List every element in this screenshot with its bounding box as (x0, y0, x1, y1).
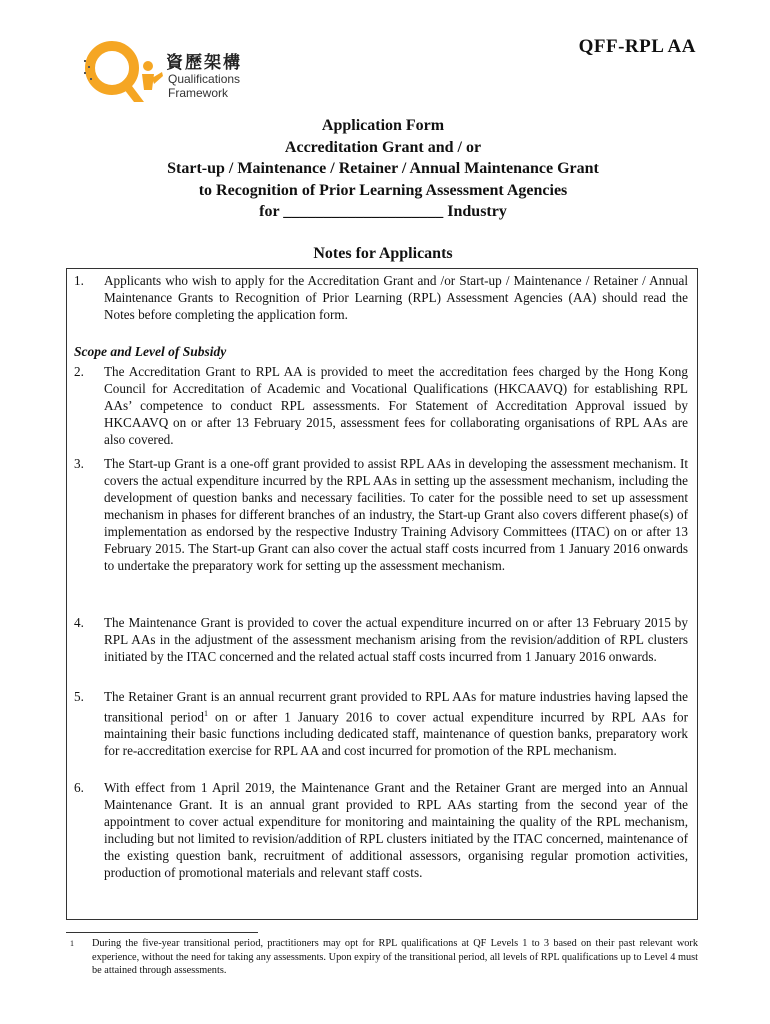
note-item (74, 363, 688, 448)
note-item (74, 779, 688, 881)
note-number: 4. (74, 615, 84, 630)
note-text: Applicants who wish to apply for the Accreditation Grant and /or Start-up / Maintenance / Retainer / Annual Maintenance Grants to Recognition of Prior Learning (RPL) Assessment Agencies (AA) should read the Notes before completing the application form. (104, 273, 688, 322)
footnote (70, 937, 698, 978)
logo-chinese-text: 資歷架構 (166, 53, 242, 73)
note-text-part-1: The Retainer Grant is an annual recurrent grant provided to RPL AAs for mature industries having lapsed the transitional period (104, 689, 688, 725)
note-number: 3. (74, 456, 84, 471)
section-subheading: Scope and Level of Subsidy (74, 344, 227, 359)
note-text: With effect from 1 April 2019, the Maintenance Grant and the Retainer Grant are merged into an Annual Maintenance Grant. It is an annual grant provided to RPL AAs starting from the second year of the appointment to cover actual expenditure for monitoring and maintaining the quality of the RPL mechanism, including but not limited to revision/addition of RPL clusters initiated by the ITAC concerned, maintenance of the existing question bank, recruitment of additional assessors, organising regular promotion activities, production of promotional materials and relevant staff costs. (104, 780, 688, 880)
title-line-2: Accreditation Grant and / or (284, 138, 482, 156)
note-text: The Maintenance Grant is provided to cover the actual expenditure incurred on or after 13 February 2015 by RPL AAs in the adjustment of the assessment mechanism arising from the revision/addition of RPL clusters initiated by the ITAC concerned and the related actual staff costs incurred from 1 January 2016 onwards. (104, 615, 688, 664)
footnote-mark: 1 (70, 939, 74, 948)
title-line-4: to Recognition of Prior Learning Assessment Agencies (198, 181, 568, 199)
footnote-reference: 1 (204, 709, 209, 718)
note-item (74, 688, 688, 759)
note-number: 1. (74, 273, 84, 288)
qf-emblem-icon (82, 38, 166, 108)
title-line-3: Start-up / Maintenance / Retainer / Annual Maintenance Grant (167, 160, 599, 177)
logo-english-line1: Qualifications (168, 72, 241, 86)
form-title (66, 115, 700, 223)
note-text-part-2: on or after 1 January 2016 to cover actual expenditure incurred by RPL AAs for maintaining their basic functions including dedicated staff, maintenance of question banks, preparatory work for re-accreditation exercise for RPL AA and cost incurred for promotion of the RPL mechanism. (104, 709, 688, 759)
note-text (104, 688, 688, 759)
note-text: The Start-up Grant is a one-off grant provided to assist RPL AAs in developing the assessment mechanism. It covers the actual expenditure incurred by the RPL AAs in setting up the assessment mechanism, including the development of question banks and necessary facilities. To cater for the possible need to set up assessment mechanism in phases for different branches of an industry, the Start-up Grant also covers different phase(s) of implementation as endorsed by the respective Industry Training Advisory Committees (ITAC) on or after 13 February 2015. The Start-up Grant can also cover the actual staff costs incurred from 1 January 2016 onwards to undertake the preparatory work for setting up the assessment mechanism. (104, 456, 688, 573)
form-code: QFF-RPL AA (578, 36, 696, 57)
notes-heading: Notes for Applicants (313, 245, 453, 262)
note-text: The Accreditation Grant to RPL AA is provided to meet the accreditation fees charged by the Hong Kong Council for Accreditation of Academic and Vocational Qualifications (HKCAAVQ) for establishing RPL AAs’ competence to conduct RPL assessments. For Statement of Accreditation Approval issued by HKCAAVQ on or after 13 February 2015, assessment fees for collaborating organisations of RPL AAs are also covered. (104, 364, 688, 447)
logo-english-line2: Framework (168, 86, 229, 100)
note-number: 5. (74, 689, 84, 704)
note-number: 2. (74, 364, 84, 379)
title-line-5: for ____________________ Industry (259, 203, 507, 220)
qf-logo (82, 38, 262, 108)
footnote-divider (66, 932, 258, 933)
note-item (74, 455, 688, 574)
title-line-1: Application Form (321, 117, 445, 134)
note-number: 6. (74, 780, 84, 795)
note-item (74, 272, 688, 323)
note-item (74, 614, 688, 665)
footnote-text: During the five-year transitional period, practitioners may opt for RPL qualifications at QF Levels 1 to 3 based on their past relevant work experience, without the need for taking any assessments. Upon expiry of the transitional period, all levels of RPL qualifications up to Level 4 must be attained through assessments. (92, 938, 698, 976)
